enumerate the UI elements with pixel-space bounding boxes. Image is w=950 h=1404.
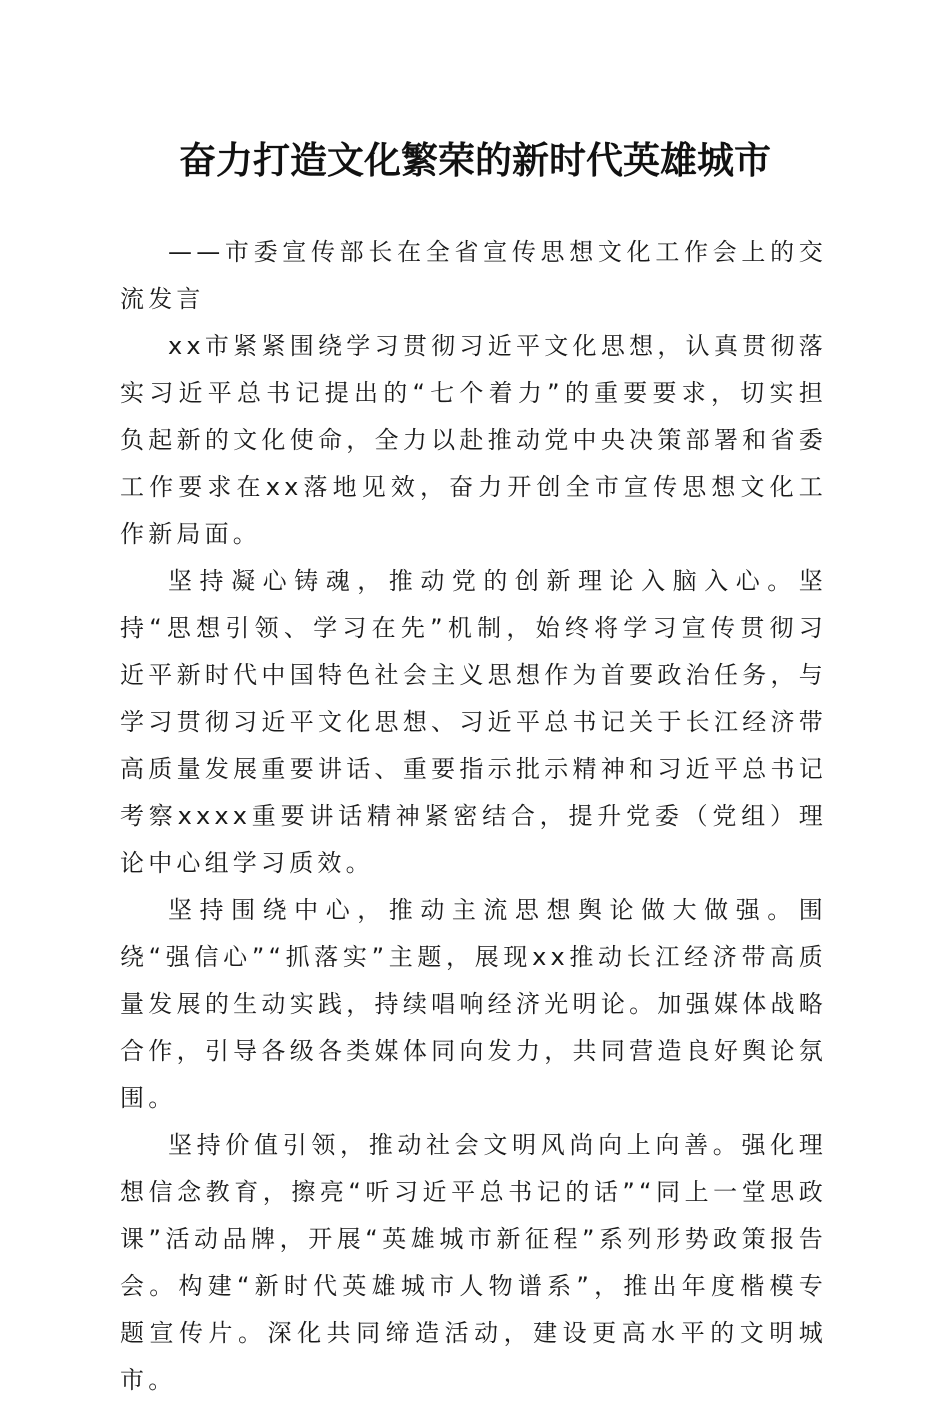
paragraph-theory: 坚持凝心铸魂，推动党的创新理论入脑入心。坚持“思想引领、学习在先”机制，始终将学习宣传贯彻习近平新时代中国特色社会主义思想作为首要政治任务，与学习贯彻习近平文化思想、习近平总书记关于长江经济带高质量发展重要讲话、重要指示批示精神和习近平总书记考察xxxx重要讲话精神紧密结合，提升党委（党组）理论中心组学习质效。: [120, 567, 827, 877]
document-body: [120, 229, 827, 1404]
paragraph-values: 坚持价值引领，推动社会文明风尚向上向善。强化理想信念教育，擦亮“听习近平总书记的话”“同上一堂思政课”活动品牌，开展“英雄城市新征程”系列形势政策报告会。构建“新时代英雄城市人物谱系”，推出年度楷模专题宣传片。深化共同缔造活动，建设更高水平的文明城市。: [120, 1131, 827, 1394]
paragraph-opinion: 坚持围绕中心，推动主流思想舆论做大做强。围绕“强信心”“抓落实”主题，展现xx推动长江经济带高质量发展的生动实践，持续唱响经济光明论。加强媒体战略合作，引导各级各类媒体同向发力，共同营造良好舆论氛围。: [120, 896, 827, 1112]
document-title: 奋力打造文化繁荣的新时代英雄城市: [179, 138, 771, 182]
paragraph-intro: xx市紧紧围绕学习贯彻习近平文化思想，认真贯彻落实习近平总书记提出的“七个着力”的重要要求，切实担负起新的文化使命，全力以赴推动党中央决策部署和省委工作要求在xx落地见效，奋力开创全市宣传思想文化工作新局面。: [120, 332, 827, 548]
subtitle: ——市委宣传部长在全省宣传思想文化工作会上的交流发言: [120, 238, 827, 313]
